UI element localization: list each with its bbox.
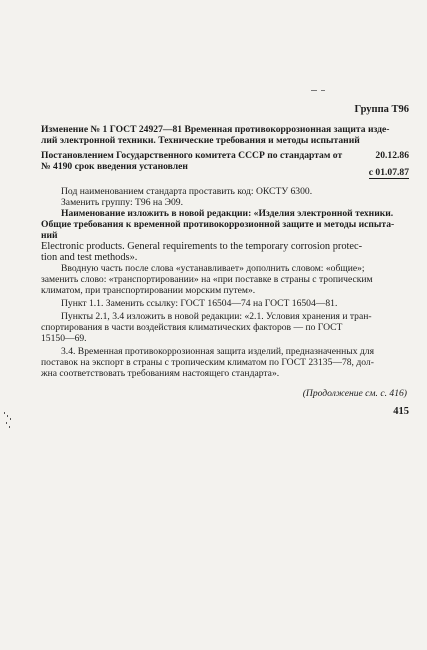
body-line: Под наименованием стандарта проставить код: ОКСТУ 6300. xyxy=(61,186,313,197)
scan-mark xyxy=(321,90,325,91)
body-line: заменить слово: «транспортировании» на «при поставке в страны с тропическим xyxy=(41,274,373,285)
continuation-note: (Продолжение см. с. 416) xyxy=(302,388,407,399)
body-line: Общие требования к временной противокоррозионной защите и методы испыта- xyxy=(41,219,395,230)
body-line: поставок на экспорт в страны с тропическим климатом по ГОСТ 23135—78, дол- xyxy=(41,357,374,368)
scan-speck xyxy=(9,426,10,428)
body-line: Electronic products. General requirements to the temporary corrosion protec- xyxy=(41,241,363,252)
body-line: Заменить группу: Т96 на Э09. xyxy=(61,197,184,208)
scan-speck xyxy=(10,418,11,420)
effective-date: с 01.07.87 xyxy=(368,167,409,178)
body-line: Наименование изложить в новой редакции: «Изделия электронной техники. xyxy=(61,208,394,219)
body-line: климатом, при транспортировании морским путем». xyxy=(41,285,256,296)
body-line: жна соответствовать требованиям настоящего стандарта». xyxy=(41,368,280,379)
title-line-1: Изменение № 1 ГОСТ 24927—81 Временная противокоррозионная защита изде- xyxy=(41,124,390,135)
decree-line-2: № 4190 срок введения установлен xyxy=(41,161,188,172)
scan-speck xyxy=(6,422,7,424)
body-line: tion and test methods». xyxy=(41,252,138,263)
page-number: 415 xyxy=(393,406,409,417)
body-line: Пункты 2.1, 3.4 изложить в новой редакции: «2.1. Условия хранения и тран- xyxy=(61,311,372,322)
body-line: Пункт 1.1. Заменить ссылку: ГОСТ 16504—74 на ГОСТ 16504—81. xyxy=(61,298,338,309)
scan-speck xyxy=(7,415,8,417)
body-line: ний xyxy=(41,230,58,241)
group-label: Группа Т96 xyxy=(354,104,409,115)
title-line-2: лий электронной техники. Технические требования и методы испытаний xyxy=(41,135,360,146)
decree-line-1: Постановлением Государственного комитета СССР по стандартам от xyxy=(41,150,343,161)
body-line: Вводную часть после слова «устанавливает» дополнить словом: «общие»; xyxy=(61,263,365,274)
decree-date: 20.12.86 xyxy=(375,150,409,161)
scan-speck xyxy=(4,412,5,414)
body-line: 15150—69. xyxy=(41,333,87,344)
body-line: спортирования в части воздействия климатических факторов — по ГОСТ xyxy=(41,322,343,333)
body-line: 3.4. Временная противокоррозионная защита изделий, предназначенных для xyxy=(61,346,375,357)
scan-mark xyxy=(311,90,317,91)
